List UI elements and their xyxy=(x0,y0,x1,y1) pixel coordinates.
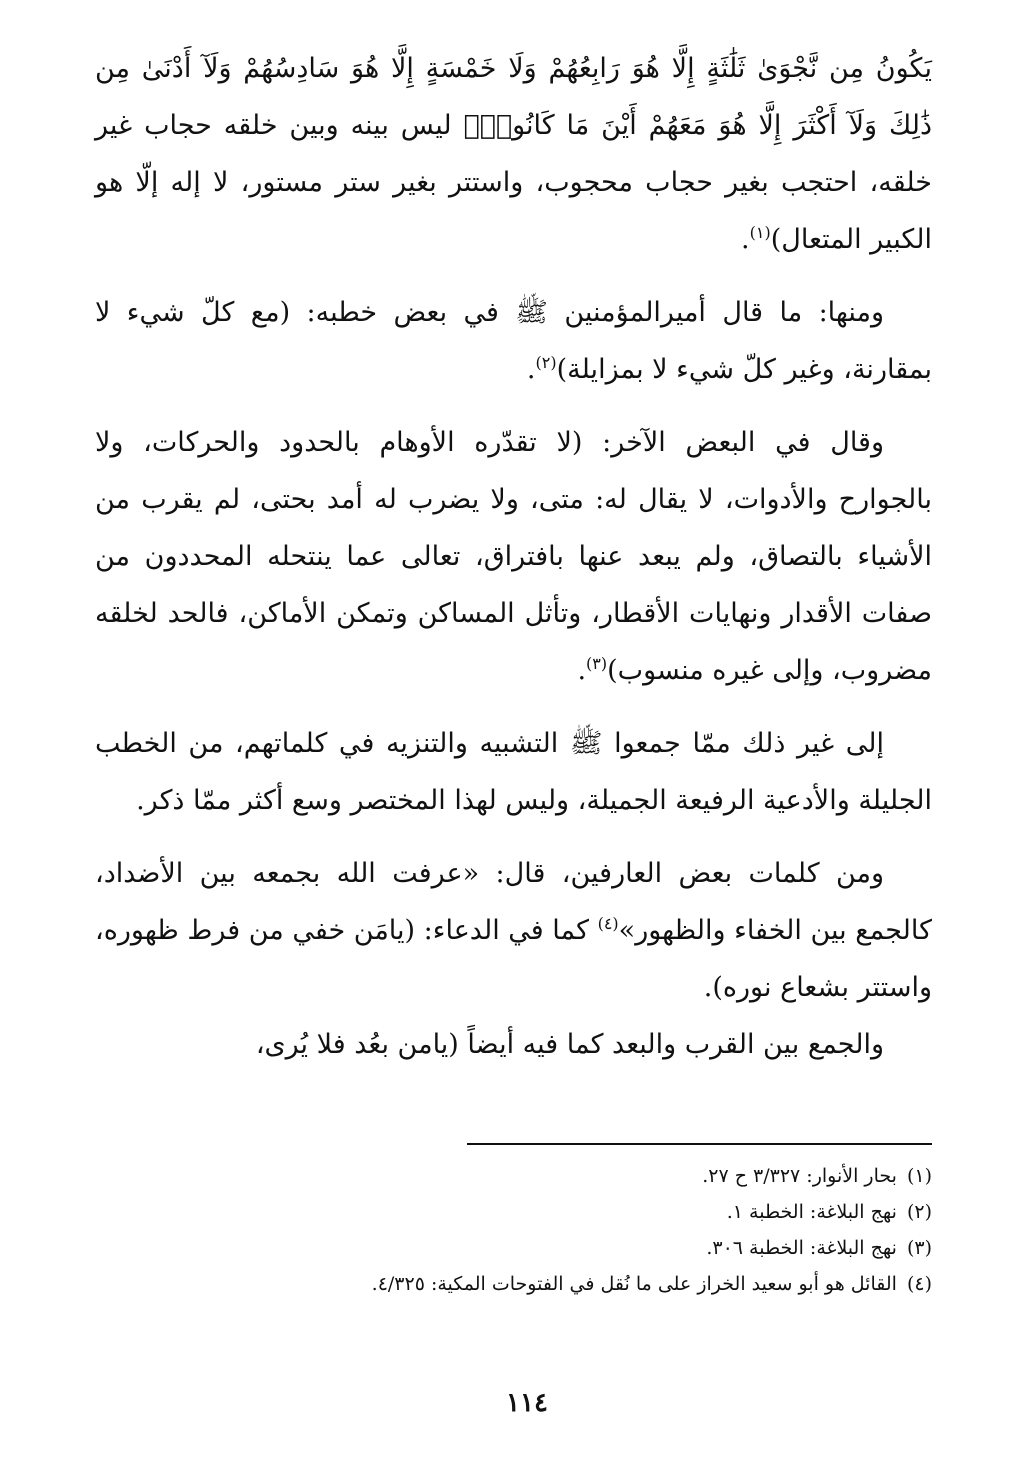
footnote-number: (٣) xyxy=(906,1237,932,1259)
paragraph-text: والجمع بين القرب والبعد كما فيه أيضاً (يامن بعُد فلا يُرى، xyxy=(255,1029,884,1060)
paragraph-summary xyxy=(95,715,932,829)
footnote-number: (٢) xyxy=(906,1201,932,1223)
footnote-ref: (٢) xyxy=(535,353,557,372)
footnotes-list xyxy=(95,1158,932,1302)
paragraph-amir-quote xyxy=(95,284,932,398)
paragraph-quran-verse xyxy=(95,40,932,268)
footnote-item xyxy=(95,1266,932,1302)
footnote-text: القائل هو أبو سعيد الخراز على ما نُقل في الفتوحات المكية: ٤/٣٢٥. xyxy=(371,1273,897,1295)
paragraph-end: . xyxy=(577,655,587,686)
paragraph-text: إلى غير ذلك ممّا جمعوا ﷺ التشبيه والتنزيه في كلماتهم، من الخطب الجليلة والأدعية الرفيعة الجميلة، وليس لهذا المختصر وسع أكثر ممّا ذكر. xyxy=(95,728,932,816)
footnote-text: نهج البلاغة: الخطبة ٣٠٦. xyxy=(706,1237,897,1259)
footnote-text: بحار الأنوار: ٣/٣٢٧ ح ٢٧. xyxy=(702,1165,897,1187)
footnote-item xyxy=(95,1158,932,1194)
paragraph-qurb-bud xyxy=(95,1016,932,1073)
paragraph-end: . xyxy=(741,224,750,255)
paragraph-text: ومنها: ما قال أميرالمؤمنين ﷺ في بعض خطبه: (مع كلّ شيء لا بمقارنة، وغير كلّ شيء لا بمزايلة) xyxy=(95,297,932,385)
paragraph-text: ومن كلمات بعض العارفين، قال: «عرفت الله بجمعه بين الأضداد، كالجمع بين الخفاء والظهور» xyxy=(95,858,932,946)
paragraph-other-sermon xyxy=(95,414,932,699)
footnote-item xyxy=(95,1194,932,1230)
footnote-divider xyxy=(467,1143,932,1145)
footnote-text: نهج البلاغة: الخطبة ١. xyxy=(726,1201,897,1223)
paragraph-end: كما في الدعاء: (يامَن خفي من فرط ظهوره، واستتر بشعاع نوره). xyxy=(95,915,932,1003)
paragraph-text: وقال في البعض الآخر: (لا تقدّره الأوهام بالحدود والحركات، ولا بالجوارح والأدوات، لا يقال له: متى، ولا يضرب له أمد بحتى، لم يقرب من الأشياء بالتصاق، ولم يبعد عنها بافتراق، تعالى عما ينتحله المحددون من صفات الأقدار ونهايات الأقطار، وتأثل المساكن وتمكن الأماكن، فالحد لخلقه مضروب، وإلى غيره منسوب) xyxy=(95,427,932,686)
footnote-ref: (٤) xyxy=(597,914,619,933)
paragraph-text: يَكُونُ مِن نَّجْوَىٰ ثَلَٰثَةٍ إِلَّا هُوَ رَابِعُهُمْ وَلَا خَمْسَةٍ إِلَّا هُوَ سَادِسُهُمْ وَلَآ أَدْنَىٰ مِن ذَٰلِكَ وَلَآ أَكْثَرَ إِلَّا هُوَ مَعَهُمْ أَيْنَ مَا كَانُوا۟﴾ ليس بينه وبين خلقه حجاب غير خلقه، احتجب بغير حجاب محجوب، واستتر بغير ستر مستور، لا إله إلّا هو الكبير المتعال) xyxy=(95,53,932,255)
footnote-number: (٤) xyxy=(906,1273,932,1295)
footnote-item xyxy=(95,1230,932,1266)
footnote-ref: (١) xyxy=(749,223,771,242)
footnote-number: (١) xyxy=(906,1165,932,1187)
paragraph-arifin xyxy=(95,845,932,1016)
paragraph-end: . xyxy=(526,354,536,385)
footnote-ref: (٣) xyxy=(586,654,608,673)
page-number: ١١٤ xyxy=(506,1388,548,1418)
